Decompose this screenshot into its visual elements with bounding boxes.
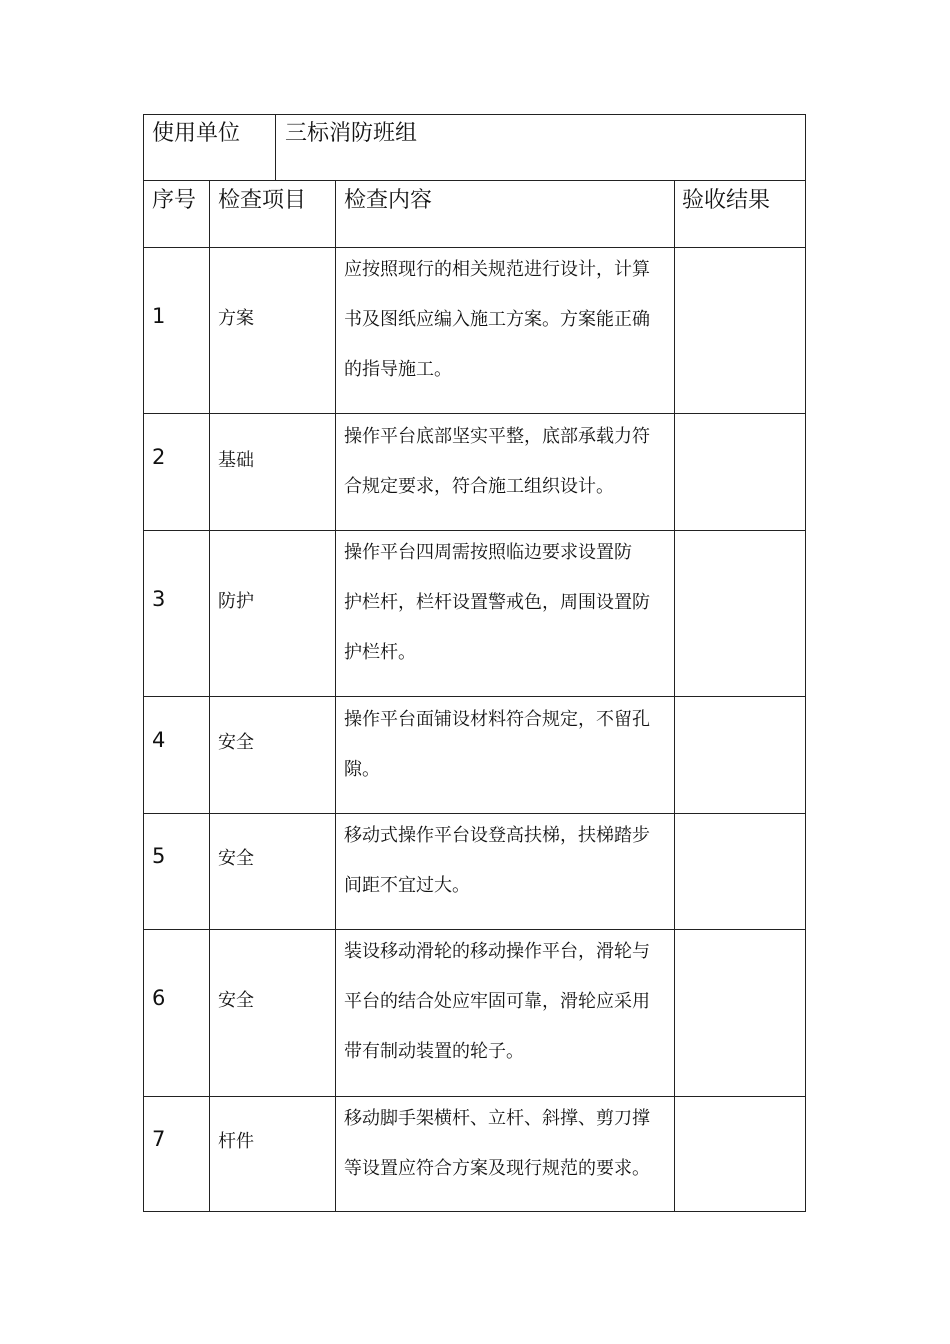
content-line: 操作平台底部坚实平整，底部承载力符 [344,426,650,447]
row-item: 防护 [218,591,254,612]
column-header-index: 序号 [152,188,197,213]
content-line: 装设移动滑轮的移动操作平台，滑轮与 [344,941,650,962]
content-line: 护栏杆。 [344,642,416,663]
content-line: 等设置应符合方案及现行规范的要求。 [344,1158,650,1179]
column-header-result: 验收结果 [682,188,771,213]
row-content [344,695,650,795]
content-line: 移动式操作平台设登高扶梯，扶梯踏步 [344,825,650,846]
row-index: 6 [152,986,166,1010]
content-line: 间距不宜过大。 [344,875,470,896]
column-header-content: 检查内容 [344,188,433,213]
content-line: 护栏杆，栏杆设置警戒色，周围设置防 [344,592,650,613]
row-item: 安全 [218,848,254,869]
row-divider [143,180,806,181]
row-index: 5 [152,844,166,868]
content-line: 带有制动装置的轮子。 [344,1041,524,1062]
table-border-bottom [143,1211,806,1212]
content-line: 合规定要求，符合施工组织设计。 [344,476,614,497]
column-divider [335,180,336,1212]
row-content [344,528,650,678]
content-line: 操作平台四周需按照临边要求设置防 [344,542,632,563]
row-index: 4 [152,728,166,752]
column-divider [674,180,675,1212]
content-line: 书及图纸应编入施工方案。方案能正确 [344,309,650,330]
table-border-right [805,114,806,1212]
column-header-item: 检查项目 [218,188,307,213]
row-item: 安全 [218,990,254,1011]
row-index: 2 [152,445,166,469]
content-line: 应按照现行的相关规范进行设计，计算 [344,259,650,280]
row-content [344,927,650,1077]
row-index: 1 [152,304,166,328]
column-divider [209,180,210,1212]
row-content [344,245,650,395]
table-border-top [143,114,806,115]
content-line: 平台的结合处应牢固可靠，滑轮应采用 [344,991,650,1012]
inspection-table [143,114,806,1212]
unit-value: 三标消防班组 [285,121,418,146]
row-index: 7 [152,1127,166,1151]
content-line: 隙。 [344,759,380,780]
row-item: 杆件 [218,1131,254,1152]
row-content [344,412,650,512]
row-item: 安全 [218,732,254,753]
content-line: 操作平台面铺设材料符合规定，不留孔 [344,709,650,730]
header-divider [275,114,276,181]
content-line: 的指导施工。 [344,359,452,380]
row-content [344,811,650,911]
table-border-left [143,114,144,1212]
row-item: 基础 [218,450,254,471]
row-content [344,1094,650,1194]
unit-label: 使用单位 [152,121,241,146]
row-index: 3 [152,587,166,611]
content-line: 移动脚手架横杆、立杆、斜撑、剪刀撑 [344,1108,650,1129]
row-item: 方案 [218,308,254,329]
